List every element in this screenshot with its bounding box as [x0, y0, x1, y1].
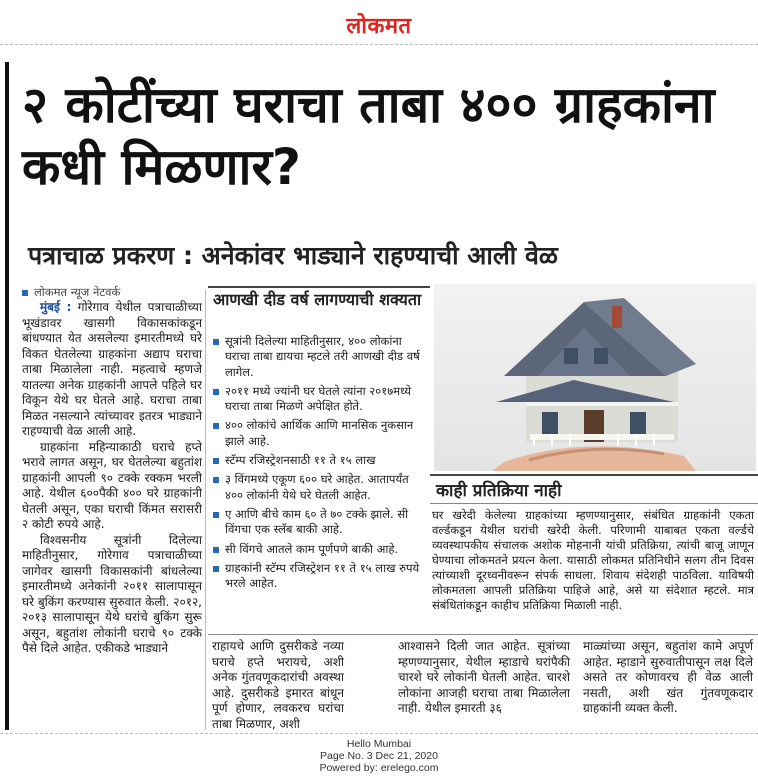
- fact-list: [213, 334, 428, 595]
- headline: २ कोटींच्या घराचा ताबा ४०० ग्राहकांना कधी मिळणार?: [22, 76, 715, 196]
- footer-edition: Hello Mumbai: [346, 738, 412, 750]
- byline-text: लोकमत न्यूज नेटवर्क: [34, 285, 121, 299]
- fact-item: स्टॅम्प रजिस्ट्रेशनसाठी ११ ते १५ लाख: [213, 453, 428, 468]
- fact-item: सी विंगचे आतले काम पूर्णपणे बाकी आहे.: [213, 542, 428, 557]
- house-photo-illustration: [434, 284, 756, 471]
- bottom-column-1: राहायचे आणि दुसरीकडे नव्या घराचे हप्ते भरायचे, अशी अनेक गुंतवणूकदारांची अवस्था आहे. दुसरीकडे इमारत बांधून पूर्ण होणार, लवकरच घरांचा ताबा मिळणार, अशी: [212, 639, 344, 731]
- lokmat-logo: लोकमत: [346, 13, 412, 39]
- box-title: आणखी दीड वर्ष लागण्याची शक्यता: [213, 290, 422, 309]
- bullet-square-icon: [22, 290, 28, 296]
- masthead: [0, 0, 758, 42]
- fact-item: २०११ मध्ये ज्यांनी घर घेतले त्यांना २०१७मध्ये घराचा ताबा मिळणे अपेक्षित होते.: [213, 384, 428, 415]
- fact-item: सूत्रांनी दिलेल्या माहितीनुसार, ४०० लोकांना घराचा ताबा द्यायचा म्हटले तरी आणखी दीड वर्ष लागेल.: [213, 334, 428, 380]
- subheadline: पत्राचाळ प्रकरण : अनेकांवर भाड्याने राहण्याची आली वेळ: [28, 241, 558, 270]
- fact-item: ग्राहकांनी स्टॅम्प रजिस्ट्रेशन ११ ते १५ लाख रुपये भरले आहेत.: [213, 561, 428, 592]
- reaction-rule: [430, 503, 758, 504]
- paragraph-1-text: गोरेगाव येथील पत्राचाळीच्या भूखंडावर खासगी विकासकांकडून बांधण्यात येत असलेल्या इमारतीमध्ये घरे विकत घेतलेल्या ग्राहकांना अद्याप घराचा ताबा मिळालेला नाही. महत्वाचे म्हणजे यातल्या अनेक ग्राहकांनी आपले पहिले घर विकून येथे घर घेतले आहे. घराचा ताबा मिळत नसल्याने त्यांच्यावर इतरत्र भाड्याने राहण्याची वेळ आली आहे.: [22, 300, 202, 438]
- paragraph-1: [22, 300, 202, 440]
- left-margin-rule: [5, 62, 9, 730]
- reaction-top-rule: [430, 474, 758, 476]
- footer-page-date: Page No. 3 Dec 21, 2020: [320, 750, 438, 762]
- bottom-column-3: माळ्यांच्या असून, बहुतांश कामे अपूर्ण आहेत. म्हाडाने सुरुवातीपासून लक्ष दिले असते तर कोणावरच ही वेळ आली नसती, अशी खंत गुंतवणूकदार ग्राहकांनी व्यक्त केली.: [583, 639, 753, 715]
- fact-item: ४०० लोकांचे आर्थिक आणि मानसिक नुकसान झाले आहे.: [213, 418, 428, 449]
- column-divider: [205, 290, 206, 730]
- paragraph-2: ग्राहकांना महिन्याकाठी घराचे हप्ते भरावे लागत असून, घर घेतलेल्या बहुतांश ग्राहकांनी आपली ९० टक्के रक्कम भरली आहे. येथील ६००पैकी ४०० घरे ग्राहकांनी घेतली असून, एका घराची किंमत सरासरी २ कोटी रुपये आहे.: [22, 439, 202, 531]
- house-in-hand-photo: [434, 284, 756, 471]
- dateline: मुंबई :: [40, 300, 72, 314]
- byline: [22, 285, 120, 300]
- paragraph-3: विश्वसनीय सूत्रांनी दिलेल्या माहितीनुसार, गोरेगाव पत्राचाळीच्या जागेवर खासगी विकासकांनी बांधलेल्या इमारतीमध्ये अनेकांनी २०११ सालापासून घरे बुकिंग करण्यास सुरुवात केली. २०१२, २०१३ सालापासून येथे घरांचे बुकिंग सुरू असून, बहुतांश लोकांनी घराचे ९० टक्के पैसे दिले आहेत. एकीकडे भाड्याने: [22, 532, 202, 655]
- bottom-divider: [0, 733, 758, 734]
- bottom-column-2: आश्वासने दिली जात आहेत. सूत्रांच्या म्हणण्यानुसार, येथील म्हाडाचे घरांपैकी चारशे घरे लोकांनी घेतली आहेत. चारशे लोकांना आजही घराचा ताबा मिळालेला नाही. येथील इमारती ३६: [398, 639, 570, 715]
- box-top-rule: [208, 286, 430, 288]
- article-column-1: [22, 300, 202, 657]
- fact-item: ए आणि बीचे काम ६० ते ७० टक्के झाले. सी विंगचा एक स्लॅब बाकी आहे.: [213, 507, 428, 538]
- top-divider: [0, 44, 758, 45]
- page-footer: [0, 738, 758, 774]
- reaction-text: घर खरेदी केलेल्या ग्राहकांच्या म्हणण्यानुसार, संबंधित ग्राहकांनी एकता वर्ल्डकडून येथील घरांची खरेदी केली. परिणामी याबाबत एकता वर्ल्डचे व्यवस्थापकीय संचालक अशोक मोहनानी यांची प्रतिक्रिया, त्यांची बाजू जाणून घेण्याचा लोकमतने प्रयत्न केला. यासाठी लोकमत प्रतिनिधीने सलग तीन दिवस त्यांच्याशी दूरध्वनीवरून संपर्क साधला. शिवाय संदेशही पाठविला. याविषयी लोकमतला आपली प्रतिक्रिया पाहिजे आहे, असे या संदेशात म्हटले. मात्र संबंधितांकडून काहीच प्रतिक्रिया मिळाली नाही.: [432, 508, 754, 612]
- footer-powered-by[interactable]: Powered by: erelego.com: [319, 762, 439, 774]
- fact-item: ३ विंगमध्ये एकूण ६०० घरे आहेत. आतापर्यंत ४०० लोकांनी येथे घरे घेतली आहेत.: [213, 472, 428, 503]
- reaction-title: काही प्रतिक्रिया नाही: [436, 481, 562, 501]
- lower-divider: [208, 634, 758, 635]
